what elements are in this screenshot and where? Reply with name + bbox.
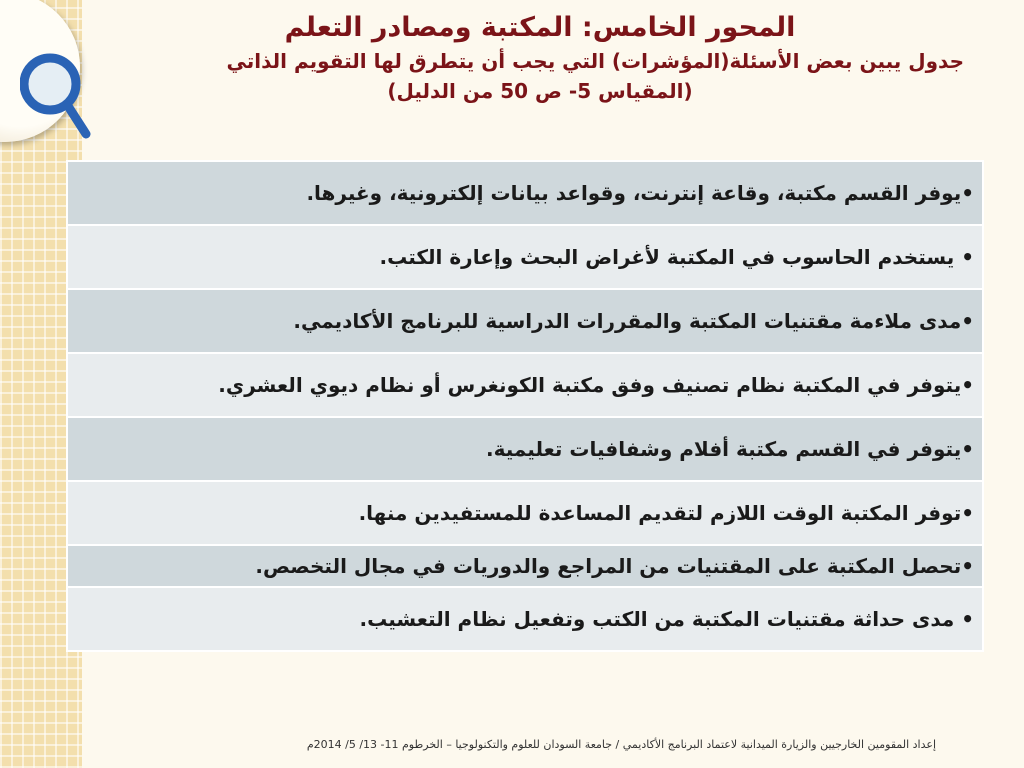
table-row: • مدى حداثة مقتنيات المكتبة من الكتب وتفعيل نظام التعشيب.	[68, 588, 982, 650]
table-row: •مدى ملاءمة مقتنيات المكتبة والمقررات الدراسية للبرنامج الأكاديمي.	[68, 290, 982, 354]
title-block	[110, 10, 970, 106]
page-title: المحور الخامس: المكتبة ومصادر التعلم	[284, 12, 796, 43]
table-row: • يستخدم الحاسوب في المكتبة لأغراض البحث وإعارة الكتب.	[68, 226, 982, 290]
table-row: •يتوفر في القسم مكتبة أفلام وشفافيات تعليمية.	[68, 418, 982, 482]
magnifier-icon	[20, 44, 100, 144]
indicators-table	[66, 160, 984, 652]
footer-text: إعداد المقومين الخارجيين والزيارة الميدانية لاعتماد البرنامج الأكاديمي / جامعة السودان للعلوم والتكنولوجيا – الخرطوم 11- 13/ 5/ 2014م	[306, 738, 936, 751]
table-row: •يوفر القسم مكتبة، وقاعة إنترنت، وقواعد بيانات إلكترونية، وغيرها.	[68, 162, 982, 226]
page-subtitle: جدول يبين بعض الأسئلة(المؤشرات) التي يجب أن يتطرق لها التقويم الذاتي	[226, 49, 964, 73]
page-reference: (المقياس 5- ص 50 من الدليل)	[387, 79, 693, 103]
table-row: •توفر المكتبة الوقت اللازم لتقديم المساعدة للمستفيدين منها.	[68, 482, 982, 546]
table-row: •يتوفر في المكتبة نظام تصنيف وفق مكتبة الكونغرس أو نظام ديوي العشري.	[68, 354, 982, 418]
table-row: •تحصل المكتبة على المقتنيات من المراجع والدوريات في مجال التخصص.	[68, 546, 982, 588]
